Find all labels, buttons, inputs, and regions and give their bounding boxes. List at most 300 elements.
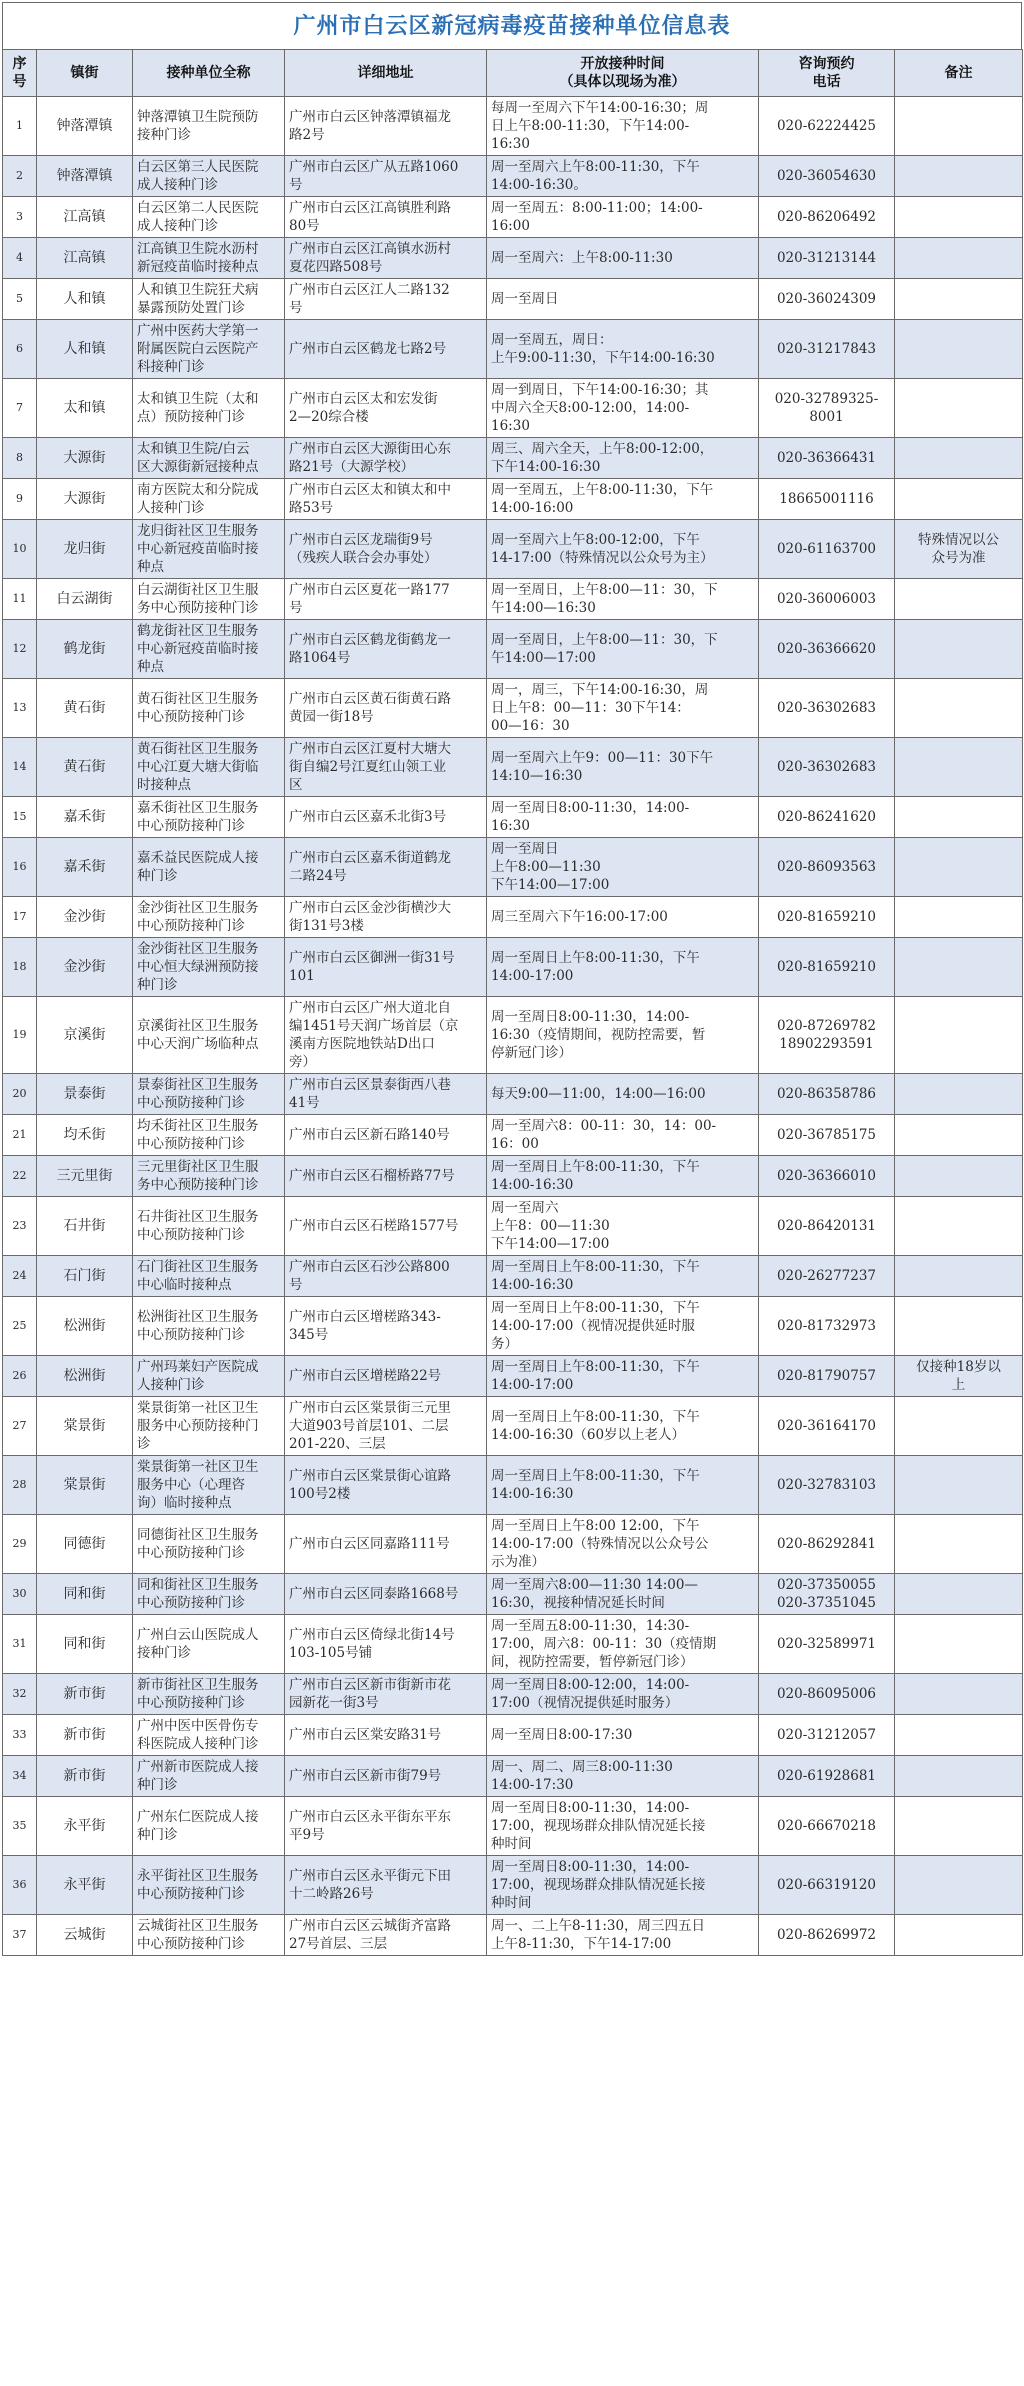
cell-open-time: 周一至周日8:00-17:30 <box>487 1715 759 1756</box>
cell-note <box>895 1197 1023 1256</box>
cell-phone: 020-36302683 <box>759 738 895 797</box>
table-row <box>3 197 1023 238</box>
cell-open-time: 周一至周六上午9：00—11：30下午 14:10—16:30 <box>487 738 759 797</box>
cell-address: 广州市白云区增槎路343- 345号 <box>285 1297 487 1356</box>
cell-address: 广州市白云区广从五路1060 号 <box>285 156 487 197</box>
cell-unit: 黄石街社区卫生服务 中心江夏大塘大街临 时接种点 <box>133 738 285 797</box>
cell-note <box>895 156 1023 197</box>
cell-no: 4 <box>3 238 37 279</box>
cell-unit: 棠景街第一社区卫生 服务中心（心理咨 询）临时接种点 <box>133 1456 285 1515</box>
cell-open-time: 周一至周五8:00-11:30，14:30- 17:00，周六8：00-11：30（疫情期 间，视防控需要，暂停新冠门诊） <box>487 1615 759 1674</box>
cell-note <box>895 1515 1023 1574</box>
cell-no: 30 <box>3 1574 37 1615</box>
cell-phone: 020-66319120 <box>759 1856 895 1915</box>
cell-address: 广州市白云区永平街东平东 平9号 <box>285 1797 487 1856</box>
cell-address: 广州市白云区棠景街三元里 大道903号首层101、二层 201-220、三层 <box>285 1397 487 1456</box>
cell-note <box>895 1256 1023 1297</box>
cell-address: 广州市白云区江高镇胜利路 80号 <box>285 197 487 238</box>
cell-open-time: 周一至周日上午8:00-11:30，下午 14:00-16:30（60岁以上老人） <box>487 1397 759 1456</box>
cell-address: 广州市白云区新市街新市花 园新花一街3号 <box>285 1674 487 1715</box>
cell-no: 5 <box>3 279 37 320</box>
cell-address: 广州市白云区太和宏发街 2—20综合楼 <box>285 379 487 438</box>
table-row <box>3 1915 1023 1956</box>
cell-no: 12 <box>3 620 37 679</box>
cell-unit: 永平街社区卫生服务 中心预防接种门诊 <box>133 1856 285 1915</box>
cell-town: 同德街 <box>37 1515 133 1574</box>
cell-town: 鹤龙街 <box>37 620 133 679</box>
cell-unit: 云城街社区卫生服务 中心预防接种门诊 <box>133 1915 285 1956</box>
cell-address: 广州市白云区石榴桥路77号 <box>285 1156 487 1197</box>
header-unit: 接种单位全称 <box>133 50 285 97</box>
cell-note <box>895 279 1023 320</box>
cell-unit: 鹤龙街社区卫生服务 中心新冠疫苗临时接 种点 <box>133 620 285 679</box>
cell-address: 广州市白云区同泰路1668号 <box>285 1574 487 1615</box>
table-row <box>3 1856 1023 1915</box>
cell-note <box>895 1797 1023 1856</box>
cell-no: 14 <box>3 738 37 797</box>
cell-open-time: 每周一至周六下午14:00-16:30；周 日上午8:00-11:30，下午14:00- 16:30 <box>487 97 759 156</box>
cell-town: 钟落潭镇 <box>37 156 133 197</box>
cell-note <box>895 238 1023 279</box>
table-row <box>3 679 1023 738</box>
cell-no: 13 <box>3 679 37 738</box>
cell-open-time: 周一、二上午8-11:30，周三四五日 上午8-11:30，下午14-17:00 <box>487 1915 759 1956</box>
cell-unit: 龙归街社区卫生服务 中心新冠疫苗临时接 种点 <box>133 520 285 579</box>
cell-note <box>895 1397 1023 1456</box>
header-address: 详细地址 <box>285 50 487 97</box>
cell-note <box>895 1297 1023 1356</box>
cell-town: 钟落潭镇 <box>37 97 133 156</box>
cell-town: 松洲街 <box>37 1297 133 1356</box>
cell-town: 三元里街 <box>37 1156 133 1197</box>
cell-no: 10 <box>3 520 37 579</box>
cell-note <box>895 1915 1023 1956</box>
cell-unit: 嘉禾街社区卫生服务 中心预防接种门诊 <box>133 797 285 838</box>
cell-unit: 均禾街社区卫生服务 中心预防接种门诊 <box>133 1115 285 1156</box>
cell-unit: 白云区第二人民医院 成人接种门诊 <box>133 197 285 238</box>
cell-no: 23 <box>3 1197 37 1256</box>
cell-unit: 南方医院太和分院成 人接种门诊 <box>133 479 285 520</box>
table-row <box>3 156 1023 197</box>
cell-open-time: 每天9:00—11:00，14:00—16:00 <box>487 1074 759 1115</box>
cell-open-time: 周一至周日上午8:00 12:00，下午 14:00-17:00（特殊情况以公众号公 示为准） <box>487 1515 759 1574</box>
cell-town: 大源街 <box>37 479 133 520</box>
cell-unit: 棠景街第一社区卫生 服务中心预防接种门 诊 <box>133 1397 285 1456</box>
cell-note <box>895 938 1023 997</box>
cell-town: 棠景街 <box>37 1456 133 1515</box>
cell-town: 太和镇 <box>37 379 133 438</box>
table-row <box>3 379 1023 438</box>
cell-unit: 白云湖街社区卫生服 务中心预防接种门诊 <box>133 579 285 620</box>
cell-address: 广州市白云区嘉禾北街3号 <box>285 797 487 838</box>
table-row <box>3 1797 1023 1856</box>
cell-address: 广州市白云区金沙街横沙大 街131号3楼 <box>285 897 487 938</box>
cell-address: 广州市白云区大源街田心东 路21号（大源学校） <box>285 438 487 479</box>
table-row <box>3 838 1023 897</box>
cell-unit: 太和镇卫生院/白云 区大源街新冠接种点 <box>133 438 285 479</box>
cell-address: 广州市白云区棠景街心谊路 100号2楼 <box>285 1456 487 1515</box>
cell-address: 广州市白云区新市街79号 <box>285 1756 487 1797</box>
cell-address: 广州市白云区钟落潭镇福龙 路2号 <box>285 97 487 156</box>
cell-phone: 020-81732973 <box>759 1297 895 1356</box>
cell-note <box>895 197 1023 238</box>
cell-note <box>895 1856 1023 1915</box>
cell-town: 永平街 <box>37 1797 133 1856</box>
cell-unit: 广州新市医院成人接 种门诊 <box>133 1756 285 1797</box>
table-row <box>3 897 1023 938</box>
table-row <box>3 1297 1023 1356</box>
cell-note <box>895 997 1023 1074</box>
cell-phone: 020-86206492 <box>759 197 895 238</box>
cell-no: 24 <box>3 1256 37 1297</box>
cell-phone: 020-61163700 <box>759 520 895 579</box>
cell-address: 广州市白云区云城街齐富路 27号首层、三层 <box>285 1915 487 1956</box>
cell-phone: 020-86241620 <box>759 797 895 838</box>
cell-open-time: 周一至周六上午8:00-12:00，下午 14-17:00（特殊情况以公众号为主） <box>487 520 759 579</box>
cell-address: 广州市白云区江高镇水沥村 夏花四路508号 <box>285 238 487 279</box>
cell-address: 广州市白云区御洲一街31号 101 <box>285 938 487 997</box>
table-row <box>3 1615 1023 1674</box>
cell-phone: 020-32589971 <box>759 1615 895 1674</box>
cell-town: 黄石街 <box>37 738 133 797</box>
cell-unit: 钟落潭镇卫生院预防 接种门诊 <box>133 97 285 156</box>
header-town: 镇街 <box>37 50 133 97</box>
cell-note <box>895 479 1023 520</box>
cell-note <box>895 1574 1023 1615</box>
cell-unit: 新市街社区卫生服务 中心预防接种门诊 <box>133 1674 285 1715</box>
cell-open-time: 周一至周日上午8:00-11:30，下午 14:00-17:00 <box>487 938 759 997</box>
cell-no: 36 <box>3 1856 37 1915</box>
table-row <box>3 320 1023 379</box>
cell-town: 龙归街 <box>37 520 133 579</box>
table-row <box>3 1397 1023 1456</box>
cell-address: 广州市白云区石槎路1577号 <box>285 1197 487 1256</box>
cell-note <box>895 1615 1023 1674</box>
cell-no: 27 <box>3 1397 37 1456</box>
cell-note <box>895 679 1023 738</box>
schedule-document <box>2 2 1022 1956</box>
header-phone: 咨询预约 电话 <box>759 50 895 97</box>
table-row <box>3 997 1023 1074</box>
cell-unit: 广州中医中医骨伤专 科医院成人接种门诊 <box>133 1715 285 1756</box>
cell-address: 广州市白云区永平街元下田 十二岭路26号 <box>285 1856 487 1915</box>
cell-unit: 白云区第三人民医院 成人接种门诊 <box>133 156 285 197</box>
cell-address: 广州市白云区倚绿北街14号 103-105号铺 <box>285 1615 487 1674</box>
cell-open-time: 周一至周日8:00-11:30，14:00- 16:30 <box>487 797 759 838</box>
cell-open-time: 周一至周日8:00-12:00，14:00- 17:00（视情况提供延时服务） <box>487 1674 759 1715</box>
cell-phone: 020-62224425 <box>759 97 895 156</box>
cell-note <box>895 797 1023 838</box>
cell-phone: 020-86292841 <box>759 1515 895 1574</box>
cell-phone: 020-36366620 <box>759 620 895 679</box>
cell-note <box>895 738 1023 797</box>
cell-town: 新市街 <box>37 1674 133 1715</box>
cell-town: 石井街 <box>37 1197 133 1256</box>
cell-town: 白云湖街 <box>37 579 133 620</box>
cell-no: 22 <box>3 1156 37 1197</box>
cell-phone: 020-31213144 <box>759 238 895 279</box>
cell-address: 广州市白云区夏花一路177 号 <box>285 579 487 620</box>
cell-unit: 同德街社区卫生服务 中心预防接种门诊 <box>133 1515 285 1574</box>
cell-phone: 020-81659210 <box>759 938 895 997</box>
cell-phone: 020-32783103 <box>759 1456 895 1515</box>
cell-town: 棠景街 <box>37 1397 133 1456</box>
cell-open-time: 周一至周六 上午8：00—11:30 下午14:00—17:00 <box>487 1197 759 1256</box>
cell-no: 6 <box>3 320 37 379</box>
cell-open-time: 周一至周日上午8:00-11:30，下午 14:00-16:30 <box>487 1156 759 1197</box>
cell-town: 永平街 <box>37 1856 133 1915</box>
cell-note <box>895 1074 1023 1115</box>
cell-unit: 同和街社区卫生服务 中心预防接种门诊 <box>133 1574 285 1615</box>
cell-open-time: 周一至周日 上午8:00—11:30 下午14:00—17:00 <box>487 838 759 897</box>
cell-note <box>895 97 1023 156</box>
cell-phone: 020-86093563 <box>759 838 895 897</box>
cell-open-time: 周一至周日上午8:00-11:30，下午 14:00-17:00 <box>487 1356 759 1397</box>
cell-phone: 020-86358786 <box>759 1074 895 1115</box>
cell-unit: 京溪街社区卫生服务 中心天润广场临种点 <box>133 997 285 1074</box>
cell-town: 嘉禾街 <box>37 797 133 838</box>
cell-unit: 石门街社区卫生服务 中心临时接种点 <box>133 1256 285 1297</box>
cell-phone: 020-32789325- 8001 <box>759 379 895 438</box>
cell-no: 16 <box>3 838 37 897</box>
cell-phone: 020-81659210 <box>759 897 895 938</box>
cell-open-time: 周一至周日上午8:00-11:30，下午 14:00-17:00（视情况提供延时服 务） <box>487 1297 759 1356</box>
cell-open-time: 周一至周日 <box>487 279 759 320</box>
cell-note: 特殊情况以公 众号为准 <box>895 520 1023 579</box>
table-row <box>3 1074 1023 1115</box>
cell-town: 江高镇 <box>37 238 133 279</box>
cell-note <box>895 379 1023 438</box>
cell-address: 广州市白云区景泰街西八巷 41号 <box>285 1074 487 1115</box>
cell-no: 37 <box>3 1915 37 1956</box>
cell-unit: 嘉禾益民医院成人接 种门诊 <box>133 838 285 897</box>
cell-phone: 020-36054630 <box>759 156 895 197</box>
cell-open-time: 周一至周六上午8:00-11:30，下午 14:00-16:30。 <box>487 156 759 197</box>
cell-note <box>895 897 1023 938</box>
cell-address: 广州市白云区广州大道北自 编1451号天润广场首层（京 溪南方医院地铁站D出口 旁） <box>285 997 487 1074</box>
cell-open-time: 周一至周五，周日： 上午9:00-11:30，下午14:00-16:30 <box>487 320 759 379</box>
cell-no: 15 <box>3 797 37 838</box>
cell-no: 25 <box>3 1297 37 1356</box>
table-row <box>3 1574 1023 1615</box>
table-row <box>3 1515 1023 1574</box>
table-row <box>3 579 1023 620</box>
cell-address: 广州市白云区龙瑞街9号 （残疾人联合会办事处） <box>285 520 487 579</box>
cell-open-time: 周三至周六下午16:00-17:00 <box>487 897 759 938</box>
cell-no: 7 <box>3 379 37 438</box>
cell-no: 32 <box>3 1674 37 1715</box>
cell-phone: 020-86269972 <box>759 1915 895 1956</box>
cell-phone: 020-36302683 <box>759 679 895 738</box>
cell-phone: 020-36366010 <box>759 1156 895 1197</box>
cell-town: 新市街 <box>37 1756 133 1797</box>
cell-address: 广州市白云区黄石街黄石路 黄园一街18号 <box>285 679 487 738</box>
cell-open-time: 周三、周六全天，上午8:00-12:00， 下午14:00-16:30 <box>487 438 759 479</box>
cell-open-time: 周一至周日8:00-11:30，14:00- 17:00，视现场群众排队情况延长接 种时间 <box>487 1797 759 1856</box>
table-row <box>3 479 1023 520</box>
header-no: 序 号 <box>3 50 37 97</box>
table-row <box>3 1197 1023 1256</box>
cell-phone: 020-61928681 <box>759 1756 895 1797</box>
cell-note <box>895 1156 1023 1197</box>
cell-town: 同和街 <box>37 1615 133 1674</box>
cell-address: 广州市白云区棠安路31号 <box>285 1715 487 1756</box>
cell-phone: 020-37350055 020-37351045 <box>759 1574 895 1615</box>
cell-open-time: 周一至周六8:00—11:30 14:00— 16:30，视接种情况延长时间 <box>487 1574 759 1615</box>
cell-phone: 18665001116 <box>759 479 895 520</box>
cell-open-time: 周一至周日上午8:00-11:30，下午 14:00-16:30 <box>487 1256 759 1297</box>
cell-open-time: 周一至周日，上午8:00—11：30，下 午14:00—17:00 <box>487 620 759 679</box>
cell-note <box>895 1715 1023 1756</box>
cell-unit: 金沙街社区卫生服务 中心预防接种门诊 <box>133 897 285 938</box>
cell-unit: 三元里街社区卫生服 务中心预防接种门诊 <box>133 1156 285 1197</box>
table-row <box>3 438 1023 479</box>
cell-town: 云城街 <box>37 1915 133 1956</box>
cell-phone: 020-31217843 <box>759 320 895 379</box>
table-header-row <box>3 50 1023 97</box>
table-row <box>3 1156 1023 1197</box>
cell-town: 京溪街 <box>37 997 133 1074</box>
cell-address: 广州市白云区同嘉路111号 <box>285 1515 487 1574</box>
cell-no: 35 <box>3 1797 37 1856</box>
cell-address: 广州市白云区石沙公路800 号 <box>285 1256 487 1297</box>
cell-no: 1 <box>3 97 37 156</box>
cell-note: 仅接种18岁以 上 <box>895 1356 1023 1397</box>
table-row <box>3 1256 1023 1297</box>
cell-town: 大源街 <box>37 438 133 479</box>
cell-unit: 金沙街社区卫生服务 中心恒大绿洲预防接 种门诊 <box>133 938 285 997</box>
cell-phone: 020-86095006 <box>759 1674 895 1715</box>
cell-address: 广州市白云区增槎路22号 <box>285 1356 487 1397</box>
cell-no: 34 <box>3 1756 37 1797</box>
cell-note <box>895 838 1023 897</box>
table-row <box>3 1756 1023 1797</box>
cell-town: 松洲街 <box>37 1356 133 1397</box>
cell-town: 嘉禾街 <box>37 838 133 897</box>
cell-town: 黄石街 <box>37 679 133 738</box>
cell-open-time: 周一，周三，下午14:00-16:30，周 日上午8：00—11：30下午14： 00—16：30 <box>487 679 759 738</box>
cell-unit: 太和镇卫生院（太和 点）预防接种门诊 <box>133 379 285 438</box>
cell-town: 江高镇 <box>37 197 133 238</box>
cell-open-time: 周一至周六：上午8:00-11:30 <box>487 238 759 279</box>
cell-unit: 广州中医药大学第一 附属医院白云医院产 科接种门诊 <box>133 320 285 379</box>
table-row <box>3 520 1023 579</box>
cell-town: 人和镇 <box>37 320 133 379</box>
cell-town: 金沙街 <box>37 938 133 997</box>
vaccination-table <box>2 49 1023 1956</box>
cell-unit: 江高镇卫生院水沥村 新冠疫苗临时接种点 <box>133 238 285 279</box>
cell-note <box>895 1674 1023 1715</box>
cell-phone: 020-66670218 <box>759 1797 895 1856</box>
cell-no: 8 <box>3 438 37 479</box>
cell-unit: 黄石街社区卫生服务 中心预防接种门诊 <box>133 679 285 738</box>
cell-town: 石门街 <box>37 1256 133 1297</box>
table-row <box>3 97 1023 156</box>
cell-town: 金沙街 <box>37 897 133 938</box>
cell-address: 广州市白云区鹤龙七路2号 <box>285 320 487 379</box>
cell-unit: 松洲街社区卫生服务 中心预防接种门诊 <box>133 1297 285 1356</box>
table-body <box>3 97 1023 1956</box>
table-row <box>3 279 1023 320</box>
cell-no: 2 <box>3 156 37 197</box>
table-row <box>3 938 1023 997</box>
cell-address: 广州市白云区新石路140号 <box>285 1115 487 1156</box>
cell-unit: 广州东仁医院成人接 种门诊 <box>133 1797 285 1856</box>
cell-open-time: 周一至周日8:00-11:30，14:00- 16:30（疫情期间，视防控需要，暂 停新冠门诊） <box>487 997 759 1074</box>
cell-no: 19 <box>3 997 37 1074</box>
cell-no: 18 <box>3 938 37 997</box>
table-row <box>3 238 1023 279</box>
cell-phone: 020-86420131 <box>759 1197 895 1256</box>
cell-open-time: 周一至周日上午8:00-11:30，下午 14:00-16:30 <box>487 1456 759 1515</box>
table-row <box>3 738 1023 797</box>
cell-address: 广州市白云区鹤龙街鹤龙一 路1064号 <box>285 620 487 679</box>
cell-address: 广州市白云区嘉禾街道鹤龙 二路24号 <box>285 838 487 897</box>
cell-no: 3 <box>3 197 37 238</box>
cell-open-time: 周一至周六8：00-11：30，14：00- 16：00 <box>487 1115 759 1156</box>
header-open-time: 开放接种时间 （具体以现场为准） <box>487 50 759 97</box>
cell-town: 同和街 <box>37 1574 133 1615</box>
cell-note <box>895 1756 1023 1797</box>
table-row <box>3 1715 1023 1756</box>
cell-note <box>895 1456 1023 1515</box>
cell-open-time: 周一至周日8:00-11:30，14:00- 17:00，视现场群众排队情况延长接 种时间 <box>487 1856 759 1915</box>
table-row <box>3 1356 1023 1397</box>
table-row <box>3 620 1023 679</box>
cell-unit: 人和镇卫生院狂犬病 暴露预防处置门诊 <box>133 279 285 320</box>
cell-unit: 石井街社区卫生服务 中心预防接种门诊 <box>133 1197 285 1256</box>
cell-note <box>895 438 1023 479</box>
document-title: 广州市白云区新冠病毒疫苗接种单位信息表 <box>2 2 1022 49</box>
cell-open-time: 周一、周二、周三8:00-11:30 14:00-17:30 <box>487 1756 759 1797</box>
header-note: 备注 <box>895 50 1023 97</box>
cell-no: 31 <box>3 1615 37 1674</box>
cell-no: 9 <box>3 479 37 520</box>
cell-town: 新市街 <box>37 1715 133 1756</box>
cell-note <box>895 620 1023 679</box>
table-row <box>3 1115 1023 1156</box>
cell-no: 29 <box>3 1515 37 1574</box>
cell-address: 广州市白云区江人二路132 号 <box>285 279 487 320</box>
cell-no: 28 <box>3 1456 37 1515</box>
cell-unit: 广州玛莱妇产医院成 人接种门诊 <box>133 1356 285 1397</box>
cell-phone: 020-81790757 <box>759 1356 895 1397</box>
cell-phone: 020-26277237 <box>759 1256 895 1297</box>
cell-note <box>895 1115 1023 1156</box>
cell-note <box>895 579 1023 620</box>
table-row <box>3 797 1023 838</box>
cell-town: 人和镇 <box>37 279 133 320</box>
cell-phone: 020-87269782 18902293591 <box>759 997 895 1074</box>
cell-phone: 020-31212057 <box>759 1715 895 1756</box>
cell-no: 17 <box>3 897 37 938</box>
cell-unit: 广州白云山医院成人 接种门诊 <box>133 1615 285 1674</box>
cell-no: 11 <box>3 579 37 620</box>
cell-no: 20 <box>3 1074 37 1115</box>
cell-phone: 020-36024309 <box>759 279 895 320</box>
cell-phone: 020-36006003 <box>759 579 895 620</box>
cell-town: 均禾街 <box>37 1115 133 1156</box>
cell-no: 26 <box>3 1356 37 1397</box>
cell-no: 21 <box>3 1115 37 1156</box>
cell-address: 广州市白云区太和镇太和中 路53号 <box>285 479 487 520</box>
cell-no: 33 <box>3 1715 37 1756</box>
cell-address: 广州市白云区江夏村大塘大 街自编2号江夏红山领工业 区 <box>285 738 487 797</box>
cell-open-time: 周一至周五：8:00-11:00；14:00- 16:00 <box>487 197 759 238</box>
cell-phone: 020-36366431 <box>759 438 895 479</box>
cell-unit: 景泰街社区卫生服务 中心预防接种门诊 <box>133 1074 285 1115</box>
cell-phone: 020-36785175 <box>759 1115 895 1156</box>
